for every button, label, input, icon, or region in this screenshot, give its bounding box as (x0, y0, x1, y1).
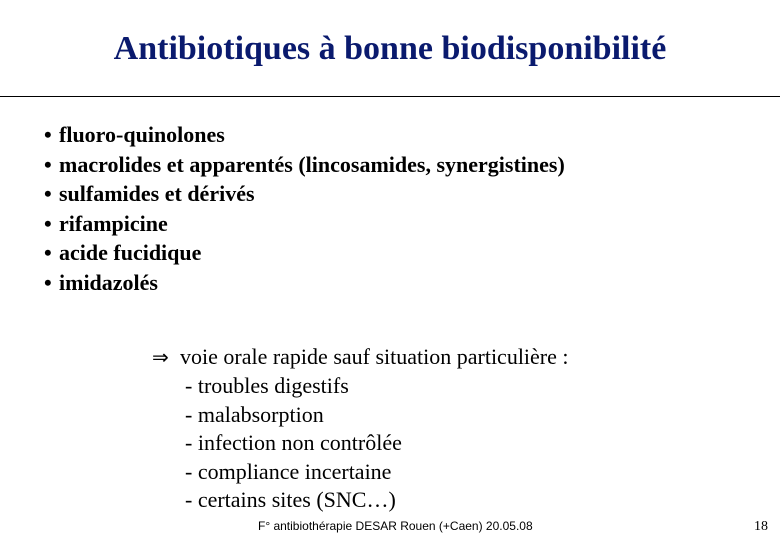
bullet-icon: • (44, 269, 52, 295)
exception-item: - malabsorption (185, 401, 324, 427)
list-item (44, 120, 565, 150)
list-item (44, 179, 565, 209)
list-item-text: acide fucidique (59, 240, 202, 265)
exception-item: - certains sites (SNC…) (185, 487, 396, 513)
slide-title: Antibiotiques à bonne biodisponibilité (113, 30, 667, 67)
list-item-text: macrolides et apparentés (lincosamides, synergistines) (59, 151, 565, 177)
exception-item: - infection non contrôlée (185, 430, 402, 456)
title-divider (0, 96, 780, 97)
exception-item: - compliance incertaine (185, 458, 392, 484)
implies-arrow-icon: ⇒ (152, 345, 169, 369)
bullet-icon: • (44, 240, 52, 265)
conclusion-lead-text: voie orale rapide sauf situation particulière : (180, 344, 569, 369)
bullet-icon: • (44, 181, 52, 206)
list-item-text: imidazolés (59, 269, 158, 295)
exception-item: - troubles digestifs (185, 373, 349, 398)
list-item-text: fluoro-quinolones (59, 122, 225, 147)
bullet-icon: • (44, 151, 52, 177)
page-number: 18 (754, 519, 768, 534)
conclusion-lead (152, 342, 569, 372)
list-item-text: rifampicine (59, 210, 168, 236)
list-item (44, 150, 565, 180)
antibiotic-list (44, 120, 565, 297)
list-item (44, 238, 565, 268)
exception-list (152, 372, 569, 515)
oral-route-conclusion (152, 342, 569, 515)
slide-footer: F° antibiothérapie DESAR Rouen (+Caen) 20.05.08 (258, 519, 533, 533)
bullet-icon: • (44, 210, 52, 236)
list-item (44, 209, 565, 239)
list-item-text: sulfamides et dérivés (59, 181, 255, 206)
list-item (44, 268, 565, 298)
bullet-icon: • (44, 122, 52, 147)
